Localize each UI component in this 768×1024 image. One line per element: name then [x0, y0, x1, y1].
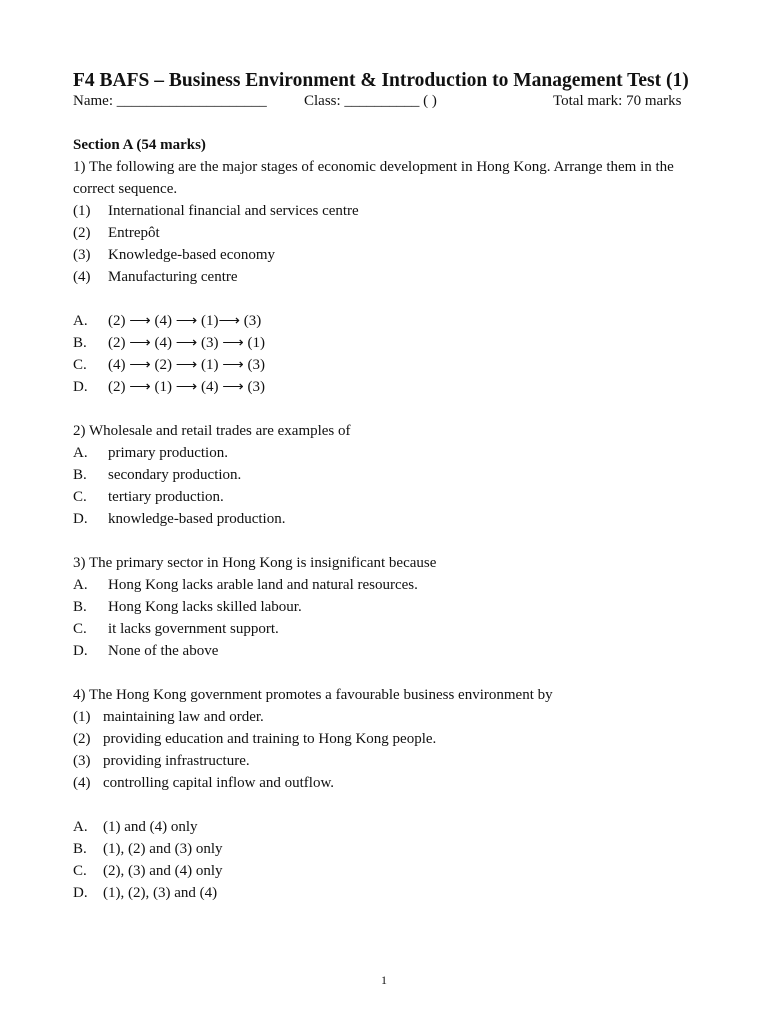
answer-option	[73, 464, 713, 486]
answer-option	[73, 332, 713, 354]
question-stem: 2) Wholesale and retail trades are examples of	[73, 423, 351, 439]
stage-item	[73, 244, 713, 266]
answer-option-label: C.	[73, 621, 87, 637]
answer-option	[73, 882, 713, 904]
answer-option-label: B.	[73, 335, 87, 351]
answer-option-label: A.	[73, 313, 88, 329]
question-stem: correct sequence.	[73, 181, 178, 197]
statement-item-text: maintaining law and order.	[103, 709, 264, 725]
test-body	[73, 134, 713, 904]
answer-option-text: (2) ⟶ (1) ⟶ (4) ⟶ (3)	[108, 379, 265, 395]
answer-option-text: knowledge-based production.	[108, 511, 286, 527]
answer-option	[73, 596, 713, 618]
answer-option-text: (1) and (4) only	[103, 819, 198, 835]
statement-item-text: providing infrastructure.	[103, 753, 250, 769]
test-title: F4 BAFS – Business Environment & Introduction to Management Test (1)	[73, 70, 689, 91]
answer-option-text: (4) ⟶ (2) ⟶ (1) ⟶ (3)	[108, 357, 265, 373]
answer-option-text: primary production.	[108, 445, 228, 461]
stage-item-text: Entrepôt	[108, 225, 160, 241]
spacer	[73, 794, 713, 816]
answer-option-label: C.	[73, 357, 87, 373]
spacer	[73, 530, 713, 552]
answer-option-label: D.	[73, 885, 88, 901]
statement-item	[73, 706, 713, 728]
answer-option	[73, 442, 713, 464]
stage-item-label: (3)	[73, 247, 91, 263]
answer-option-text: Hong Kong lacks skilled labour.	[108, 599, 302, 615]
spacer	[73, 398, 713, 420]
statement-item-text: controlling capital inflow and outflow.	[103, 775, 335, 791]
stage-item-text: Manufacturing centre	[108, 269, 238, 285]
answer-option	[73, 618, 713, 640]
answer-option	[73, 640, 713, 662]
answer-option-label: A.	[73, 445, 88, 461]
statement-item-label: (1)	[73, 709, 91, 725]
answer-option-label: D.	[73, 643, 88, 659]
page-number: 1	[381, 973, 387, 987]
answer-option-text: it lacks government support.	[108, 621, 279, 637]
class-field: Class: __________ ( )	[304, 93, 437, 109]
answer-option-label: D.	[73, 511, 88, 527]
answer-option-label: C.	[73, 489, 87, 505]
statement-item-text: providing education and training to Hong Kong people.	[103, 731, 437, 747]
question-stem: 4) The Hong Kong government promotes a favourable business environment by	[73, 687, 553, 703]
section-heading: Section A (54 marks)	[73, 137, 206, 153]
spacer	[73, 662, 713, 684]
spacer	[73, 288, 713, 310]
answer-option	[73, 310, 713, 332]
answer-option-text: Hong Kong lacks arable land and natural resources.	[108, 577, 418, 593]
answer-option-label: A.	[73, 577, 88, 593]
answer-option-text: tertiary production.	[108, 489, 224, 505]
question-stem: 3) The primary sector in Hong Kong is insignificant because	[73, 555, 437, 571]
answer-option-text: (2) ⟶ (4) ⟶ (3) ⟶ (1)	[108, 335, 265, 351]
answer-option-text: (1), (2), (3) and (4)	[103, 885, 218, 901]
name-field: Name: ____________________	[73, 93, 267, 109]
statement-item-label: (3)	[73, 753, 91, 769]
statement-item-label: (4)	[73, 775, 91, 791]
answer-option-label: D.	[73, 379, 88, 395]
answer-option	[73, 574, 713, 596]
answer-option-label: B.	[73, 841, 87, 857]
answer-option-text: (2), (3) and (4) only	[103, 863, 223, 879]
answer-option	[73, 486, 713, 508]
stage-item-label: (4)	[73, 269, 91, 285]
answer-option-text: None of the above	[108, 643, 219, 659]
answer-option	[73, 816, 713, 838]
answer-option	[73, 508, 713, 530]
total-mark: Total mark: 70 marks	[553, 93, 682, 109]
stage-item-label: (1)	[73, 203, 91, 219]
statement-item	[73, 728, 713, 750]
stage-item	[73, 222, 713, 244]
stage-item-text: International financial and services centre	[108, 203, 359, 219]
answer-option	[73, 860, 713, 882]
answer-option-label: C.	[73, 863, 87, 879]
answer-option-text: (2) ⟶ (4) ⟶ (1)⟶ (3)	[108, 313, 262, 329]
answer-option-label: A.	[73, 819, 88, 835]
stage-item	[73, 266, 713, 288]
answer-option-label: B.	[73, 599, 87, 615]
answer-option-text: (1), (2) and (3) only	[103, 841, 223, 857]
answer-option-text: secondary production.	[108, 467, 242, 483]
statement-item-label: (2)	[73, 731, 91, 747]
stage-item-text: Knowledge-based economy	[108, 247, 276, 263]
stage-item-label: (2)	[73, 225, 91, 241]
answer-option	[73, 838, 713, 860]
question-stem: 1) The following are the major stages of economic development in Hong Kong. Arrange them in the	[73, 159, 674, 175]
statement-item	[73, 772, 713, 794]
answer-option	[73, 376, 713, 398]
statement-item	[73, 750, 713, 772]
stage-item	[73, 200, 713, 222]
answer-option	[73, 354, 713, 376]
answer-option-label: B.	[73, 467, 87, 483]
